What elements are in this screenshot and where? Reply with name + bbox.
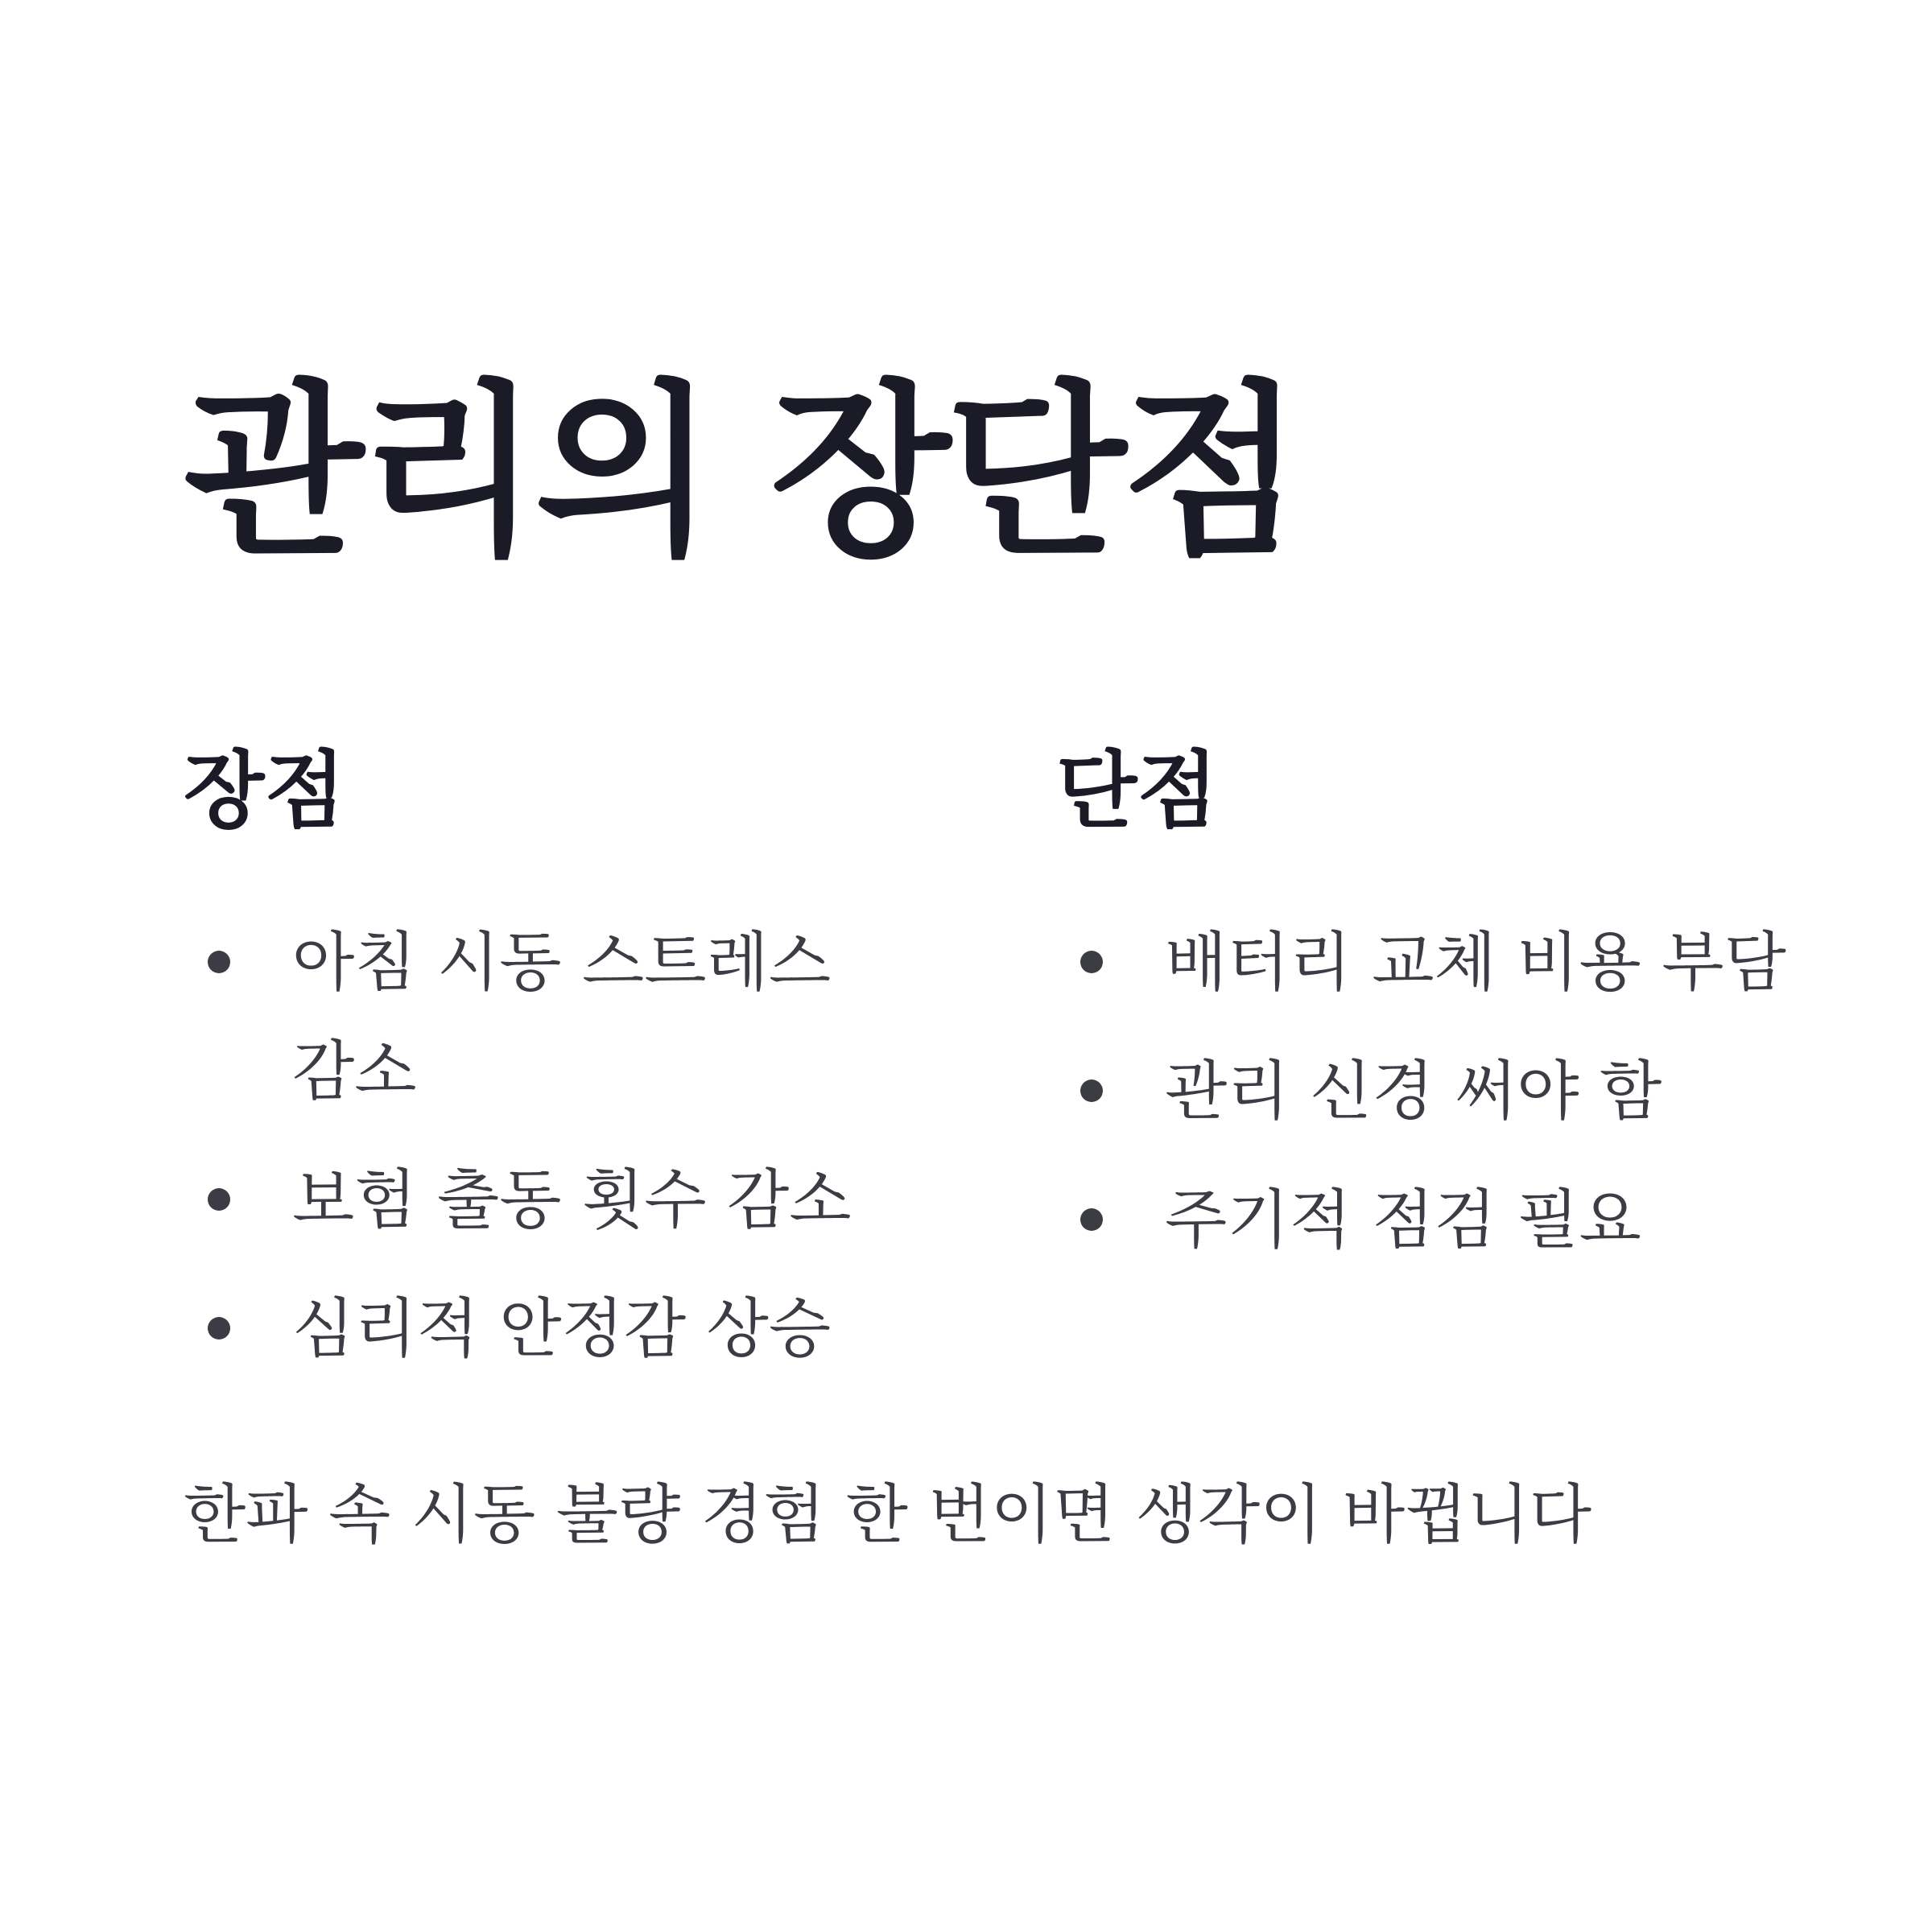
list-item-text: 심리적 안정감 상승: [292, 1291, 832, 1366]
bullet-dot-icon: [1080, 1208, 1103, 1231]
list-item-text: 관리 신경 써야 함: [1165, 1054, 1662, 1129]
pros-heading: 장점: [184, 741, 345, 840]
list-item: [184, 1274, 872, 1383]
cons-heading: 단점: [1056, 741, 1218, 840]
list-item-text: 배터리 교체 비용 부담: [1165, 925, 1786, 1000]
cons-column: [1056, 741, 1786, 1257]
bullet-dot-icon: [1080, 1080, 1103, 1102]
list-item: [1056, 908, 1786, 1017]
list-item: [184, 1146, 872, 1254]
list-item: [184, 908, 872, 1125]
list-item-text: 아침 시동 스트레스 감소: [292, 925, 832, 1108]
list-item-text: 보험 출동 횟수 감소: [292, 1162, 852, 1237]
pros-column: [184, 741, 892, 1366]
bullet-dot-icon: [208, 1317, 230, 1340]
list-item: [1056, 1037, 1777, 1146]
footnote: 한파 속 시동 불량 경험 한 번이면 생각이 바뀝니다: [184, 1477, 1592, 1552]
page-title: 관리의 장단점: [184, 364, 1298, 581]
list-item: [1056, 1166, 1777, 1274]
bullet-dot-icon: [208, 951, 230, 973]
bullet-dot-icon: [1080, 951, 1103, 973]
bullet-dot-icon: [208, 1188, 230, 1211]
cons-list: [1056, 908, 1786, 1294]
pros-list: [184, 908, 872, 1403]
list-item-text: 주기적 점검 필요: [1165, 1183, 1641, 1257]
